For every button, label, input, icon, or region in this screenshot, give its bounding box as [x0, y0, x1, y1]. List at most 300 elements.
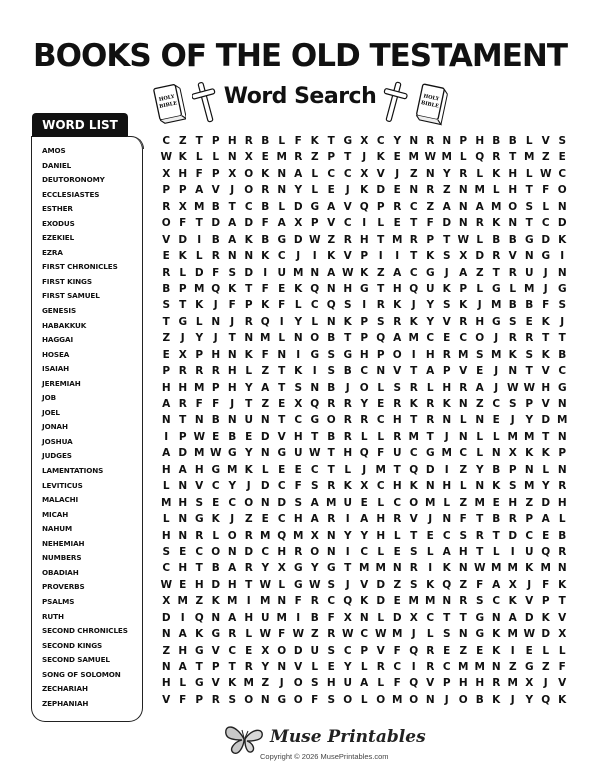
grid-letter: Q	[343, 595, 353, 608]
grid-letter: P	[244, 299, 253, 312]
grid-letter: N	[475, 414, 485, 427]
grid-letter: D	[524, 611, 534, 624]
grid-letter: T	[426, 430, 434, 443]
grid-letter: V	[508, 250, 517, 263]
grid-letter: E	[525, 644, 533, 657]
grid-letter: C	[409, 200, 418, 213]
grid-letter: P	[459, 135, 468, 147]
grid-letter: M	[392, 628, 403, 641]
grid-letter: Y	[195, 332, 204, 345]
grid-letter: J	[428, 513, 433, 526]
grid-letter: N	[376, 365, 386, 378]
grid-letter: H	[458, 677, 468, 690]
grid-letter: H	[475, 135, 485, 147]
grid-letter: P	[360, 315, 369, 328]
grid-letter: J	[444, 266, 449, 279]
grid-letter: S	[228, 693, 237, 706]
grid-letter: C	[409, 447, 418, 460]
grid-letter: M	[375, 562, 386, 575]
word-list-item: SECOND SAMUEL	[42, 655, 110, 665]
grid-letter: B	[508, 233, 517, 246]
grid-letter: T	[459, 611, 467, 624]
grid-letter: G	[524, 233, 534, 246]
grid-letter: C	[211, 480, 220, 493]
grid-row	[162, 657, 571, 673]
grid-letter: J	[230, 315, 235, 328]
grid-letter: C	[360, 365, 369, 378]
grid-letter: E	[377, 398, 385, 410]
grid-letter: L	[476, 233, 484, 246]
grid-letter: J	[560, 315, 565, 328]
grid-letter: E	[327, 661, 335, 673]
grid-letter: K	[310, 135, 319, 147]
grid-row	[162, 378, 571, 394]
grid-letter: R	[261, 184, 270, 197]
grid-letter: H	[194, 578, 204, 591]
grid-letter: D	[178, 233, 188, 246]
grid-letter: O	[343, 693, 353, 706]
grid-letter: S	[459, 529, 468, 542]
grid-letter: S	[228, 266, 237, 279]
grid-letter: T	[509, 151, 517, 164]
grid-letter: U	[524, 545, 534, 558]
grid-letter: G	[211, 463, 221, 476]
grid-row	[162, 673, 571, 689]
grid-letter: I	[444, 463, 449, 476]
grid-letter: L	[344, 463, 352, 476]
grid-letter: T	[228, 200, 236, 213]
grid-letter: B	[211, 200, 220, 213]
grid-letter: H	[458, 545, 468, 558]
grid-letter: E	[443, 644, 451, 657]
grid-letter: N	[508, 217, 518, 230]
grid-letter: R	[244, 135, 253, 147]
grid-letter: M	[474, 661, 485, 673]
grid-letter: B	[492, 463, 501, 476]
grid-letter: P	[211, 135, 220, 147]
grid-letter: K	[343, 480, 352, 493]
grid-letter: M	[326, 496, 337, 509]
grid-letter: B	[475, 693, 484, 706]
grid-letter: Q	[194, 611, 204, 624]
grid-letter: V	[162, 233, 171, 246]
grid-letter: C	[426, 332, 435, 345]
grid-letter: C	[409, 266, 418, 279]
grid-row	[162, 624, 571, 640]
grid-letter: G	[557, 381, 567, 394]
grid-letter: U	[425, 282, 435, 295]
grid-letter: M	[194, 282, 205, 295]
grid-letter: K	[294, 365, 303, 378]
grid-letter: J	[296, 250, 301, 263]
grid-letter: M	[243, 677, 254, 690]
grid-letter: N	[557, 266, 567, 279]
grid-letter: H	[211, 348, 221, 361]
grid-letter: T	[410, 250, 418, 263]
grid-letter: Z	[327, 233, 336, 246]
word-list-item: JOEL	[42, 407, 60, 417]
grid-letter: Q	[277, 529, 287, 542]
grid-letter: K	[211, 513, 220, 526]
grid-letter: B	[211, 562, 220, 575]
grid-letter: C	[261, 545, 270, 558]
grid-letter: A	[459, 266, 468, 279]
grid-letter: F	[459, 513, 467, 526]
grid-letter: D	[211, 217, 221, 230]
grid-letter: B	[327, 381, 336, 394]
grid-letter: O	[310, 332, 320, 345]
svg-text:BIBLE: BIBLE	[420, 99, 440, 110]
grid-letter: L	[426, 381, 434, 394]
grid-letter: A	[195, 184, 204, 197]
grid-letter: F	[195, 167, 203, 180]
word-list-item: JUDGES	[42, 451, 72, 461]
grid-letter: E	[393, 595, 401, 608]
grid-letter: A	[178, 463, 187, 476]
grid-letter: C	[310, 463, 319, 476]
grid-letter: F	[179, 217, 187, 230]
grid-letter: M	[359, 562, 370, 575]
grid-letter: C	[343, 167, 352, 180]
grid-letter: B	[211, 414, 220, 427]
grid-letter: K	[195, 299, 204, 312]
grid-letter: H	[178, 167, 188, 180]
grid-letter: H	[508, 167, 518, 180]
grid-row	[162, 345, 571, 361]
grid-letter: C	[376, 414, 385, 427]
grid-letter: L	[278, 578, 286, 591]
grid-letter: J	[494, 381, 499, 394]
grid-letter: I	[345, 545, 350, 558]
grid-letter: A	[327, 266, 336, 279]
grid-letter: Z	[508, 661, 517, 673]
grid-letter: J	[494, 332, 499, 345]
grid-letter: J	[527, 578, 532, 591]
grid-letter: N	[458, 184, 468, 197]
grid-row	[162, 263, 571, 279]
grid-letter: C	[162, 562, 171, 575]
word-list-item: PROVERBS	[42, 582, 85, 592]
word-list-item: ZECHARIAH	[42, 684, 88, 694]
grid-letter: N	[491, 447, 501, 460]
grid-letter: N	[524, 250, 534, 263]
grid-letter: M	[227, 463, 238, 476]
grid-letter: E	[393, 217, 401, 230]
grid-letter: T	[476, 545, 484, 558]
grid-letter: S	[442, 250, 451, 263]
grid-letter: K	[228, 677, 237, 690]
grid-letter: S	[525, 200, 534, 213]
grid-letter: R	[393, 513, 402, 526]
grid-letter: U	[343, 677, 353, 690]
grid-letter: B	[310, 611, 319, 624]
grid-letter: P	[195, 348, 204, 361]
grid-letter: M	[524, 480, 535, 493]
grid-letter: G	[293, 578, 303, 591]
grid-letter: C	[162, 135, 171, 147]
grid-letter: Z	[310, 628, 319, 641]
grid-letter: N	[244, 332, 254, 345]
grid-row	[162, 575, 571, 591]
grid-letter: K	[376, 151, 385, 164]
grid-letter: H	[293, 430, 303, 443]
grid-letter: G	[359, 282, 369, 295]
grid-letter: T	[278, 414, 286, 427]
grid-letter: B	[508, 299, 517, 312]
grid-letter: R	[492, 250, 501, 263]
grid-letter: W	[209, 447, 222, 460]
grid-letter: C	[442, 529, 451, 542]
grid-letter: N	[557, 562, 567, 575]
grid-letter: F	[558, 661, 566, 673]
grid-letter: N	[524, 463, 534, 476]
grid-letter: S	[475, 595, 484, 608]
grid-letter: L	[311, 184, 319, 197]
word-list-item: JONAH	[42, 422, 68, 432]
grid-letter: R	[525, 332, 534, 345]
grid-letter: T	[245, 578, 253, 591]
grid-letter: K	[541, 611, 550, 624]
grid-letter: F	[294, 595, 302, 608]
grid-letter: E	[476, 644, 484, 657]
grid-letter: C	[558, 167, 567, 180]
grid-letter: F	[542, 299, 550, 312]
grid-letter: W	[193, 430, 206, 443]
grid-letter: M	[458, 348, 469, 361]
grid-letter: Q	[442, 578, 452, 591]
grid-letter: A	[442, 200, 451, 213]
grid-letter: L	[212, 529, 220, 542]
grid-letter: F	[542, 184, 550, 197]
grid-letter: L	[426, 628, 434, 641]
grid-letter: N	[392, 562, 402, 575]
grid-letter: W	[523, 381, 536, 394]
grid-letter: A	[393, 332, 402, 345]
grid-letter: W	[506, 381, 519, 394]
grid-letter: T	[410, 217, 418, 230]
grid-letter: D	[425, 463, 435, 476]
grid-letter: S	[327, 578, 336, 591]
grid-letter: O	[211, 545, 221, 558]
grid-letter: R	[211, 365, 220, 378]
grid-letter: I	[312, 250, 317, 263]
grid-letter: K	[426, 578, 435, 591]
word-list-item: JOSHUA	[42, 436, 73, 446]
grid-letter: R	[508, 266, 517, 279]
grid-letter: X	[360, 167, 369, 180]
grid-letter: K	[360, 595, 369, 608]
grid-letter: L	[377, 381, 385, 394]
grid-letter: K	[244, 463, 253, 476]
grid-letter: V	[327, 217, 336, 230]
grid-letter: H	[475, 677, 485, 690]
grid-letter: D	[260, 480, 270, 493]
grid-letter: C	[244, 200, 253, 213]
grid-letter: X	[162, 167, 171, 180]
grid-letter: S	[327, 348, 336, 361]
grid-letter: U	[244, 414, 254, 427]
word-list-item: ESTHER	[42, 204, 73, 214]
grid-letter: D	[376, 595, 386, 608]
grid-letter: L	[212, 151, 220, 164]
grid-letter: R	[343, 233, 352, 246]
grid-letter: N	[227, 250, 237, 263]
grid-letter: Y	[261, 562, 270, 575]
grid-letter: H	[392, 480, 402, 493]
grid-letter: N	[178, 529, 188, 542]
grid-letter: D	[194, 266, 204, 279]
grid-letter: L	[278, 332, 286, 345]
grid-letter: S	[195, 496, 204, 509]
grid-letter: C	[426, 611, 435, 624]
grid-letter: L	[162, 480, 170, 493]
grid-letter: N	[557, 398, 567, 410]
grid-letter: A	[178, 661, 187, 673]
grid-letter: K	[261, 299, 270, 312]
grid-row	[162, 131, 571, 147]
grid-letter: F	[261, 217, 269, 230]
grid-letter: E	[261, 151, 269, 164]
grid-letter: M	[276, 611, 287, 624]
grid-letter: E	[162, 348, 170, 361]
grid-letter: M	[474, 496, 485, 509]
grid-letter: O	[244, 167, 254, 180]
grid-letter: K	[442, 562, 451, 575]
grid-letter: X	[261, 644, 270, 657]
grid-letter: D	[376, 578, 386, 591]
grid-letter: M	[177, 595, 188, 608]
grid-letter: X	[244, 151, 253, 164]
grid-letter: N	[326, 282, 336, 295]
grid-letter: L	[492, 430, 500, 443]
grid-letter: Q	[409, 677, 419, 690]
grid-letter: T	[377, 233, 385, 246]
grid-letter: O	[392, 348, 402, 361]
grid-letter: T	[542, 430, 550, 443]
grid-letter: K	[492, 167, 501, 180]
grid-letter: L	[311, 167, 319, 180]
grid-letter: G	[194, 644, 204, 657]
grid-letter: R	[343, 414, 352, 427]
grid-letter: J	[543, 282, 548, 295]
grid-letter: C	[393, 496, 402, 509]
grid-letter: S	[327, 365, 336, 378]
svg-text:HOLY: HOLY	[422, 93, 440, 103]
word-list-item: FIRST SAMUEL	[42, 291, 100, 301]
grid-letter: Z	[459, 463, 468, 476]
grid-letter: C	[393, 661, 402, 673]
grid-letter: N	[260, 496, 270, 509]
grid-letter: T	[179, 414, 187, 427]
word-list-item: JEREMIAH	[42, 378, 81, 388]
grid-letter: C	[277, 250, 286, 263]
grid-letter: L	[492, 545, 500, 558]
grid-letter: B	[261, 233, 270, 246]
grid-letter: K	[525, 562, 534, 575]
grid-letter: B	[327, 430, 336, 443]
grid-letter: H	[194, 463, 204, 476]
grid-letter: G	[310, 200, 320, 213]
grid-letter: F	[311, 693, 319, 706]
grid-letter: N	[227, 414, 237, 427]
grid-letter: G	[227, 447, 237, 460]
grid-letter: L	[360, 430, 368, 443]
grid-letter: L	[558, 644, 566, 657]
grid-letter: X	[508, 578, 517, 591]
grid-letter: E	[261, 513, 269, 526]
grid-letter: L	[525, 135, 533, 147]
grid-letter: R	[327, 628, 336, 641]
grid-letter: N	[458, 628, 468, 641]
grid-letter: S	[409, 578, 418, 591]
grid-letter: S	[327, 644, 336, 657]
grid-letter: J	[345, 578, 350, 591]
grid-letter: N	[227, 545, 237, 558]
grid-letter: P	[162, 365, 171, 378]
grid-letter: K	[178, 151, 187, 164]
grid-letter: R	[459, 315, 468, 328]
grid-letter: T	[195, 562, 203, 575]
grid-letter: L	[360, 693, 368, 706]
grid-letter: N	[458, 200, 468, 213]
grid-letter: K	[558, 233, 567, 246]
grid-letter: L	[476, 167, 484, 180]
grid-letter: N	[557, 463, 567, 476]
grid-letter: M	[474, 184, 485, 197]
grid-letter: C	[343, 217, 352, 230]
grid-letter: R	[426, 661, 435, 673]
cross-icon	[380, 80, 408, 129]
grid-letter: S	[508, 315, 517, 328]
grid-letter: P	[178, 282, 187, 295]
grid-letter: H	[326, 677, 336, 690]
grid-letter: N	[161, 628, 171, 641]
grid-letter: W	[160, 151, 173, 164]
grid-letter: V	[459, 365, 468, 378]
grid-letter: A	[162, 398, 171, 410]
grid-letter: H	[293, 513, 303, 526]
grid-letter: Q	[541, 545, 551, 558]
grid-letter: R	[195, 365, 204, 378]
grid-letter: R	[393, 430, 402, 443]
grid-letter: C	[442, 661, 451, 673]
grid-letter: J	[213, 332, 218, 345]
grid-letter: I	[296, 611, 301, 624]
grid-letter: P	[541, 595, 550, 608]
grid-letter: C	[228, 496, 237, 509]
word-list-item: NUMBERS	[42, 553, 82, 563]
grid-letter: A	[310, 496, 319, 509]
grid-letter: L	[162, 513, 170, 526]
brand-name: Muse Printables	[270, 727, 426, 747]
grid-letter: M	[507, 628, 518, 641]
grid-letter: E	[327, 184, 335, 197]
grid-letter: E	[360, 496, 368, 509]
grid-row	[162, 558, 571, 574]
grid-letter: S	[376, 315, 385, 328]
grid-letter: H	[376, 513, 386, 526]
grid-letter: L	[542, 644, 550, 657]
grid-letter: J	[477, 299, 482, 312]
grid-letter: C	[277, 513, 286, 526]
grid-letter: O	[244, 184, 254, 197]
grid-letter: Y	[343, 529, 352, 542]
grid-letter: R	[244, 315, 253, 328]
grid-letter: T	[311, 430, 319, 443]
grid-letter: Y	[244, 381, 253, 394]
word-list-item: FIRST KINGS	[42, 276, 92, 286]
grid-letter: Z	[475, 398, 484, 410]
